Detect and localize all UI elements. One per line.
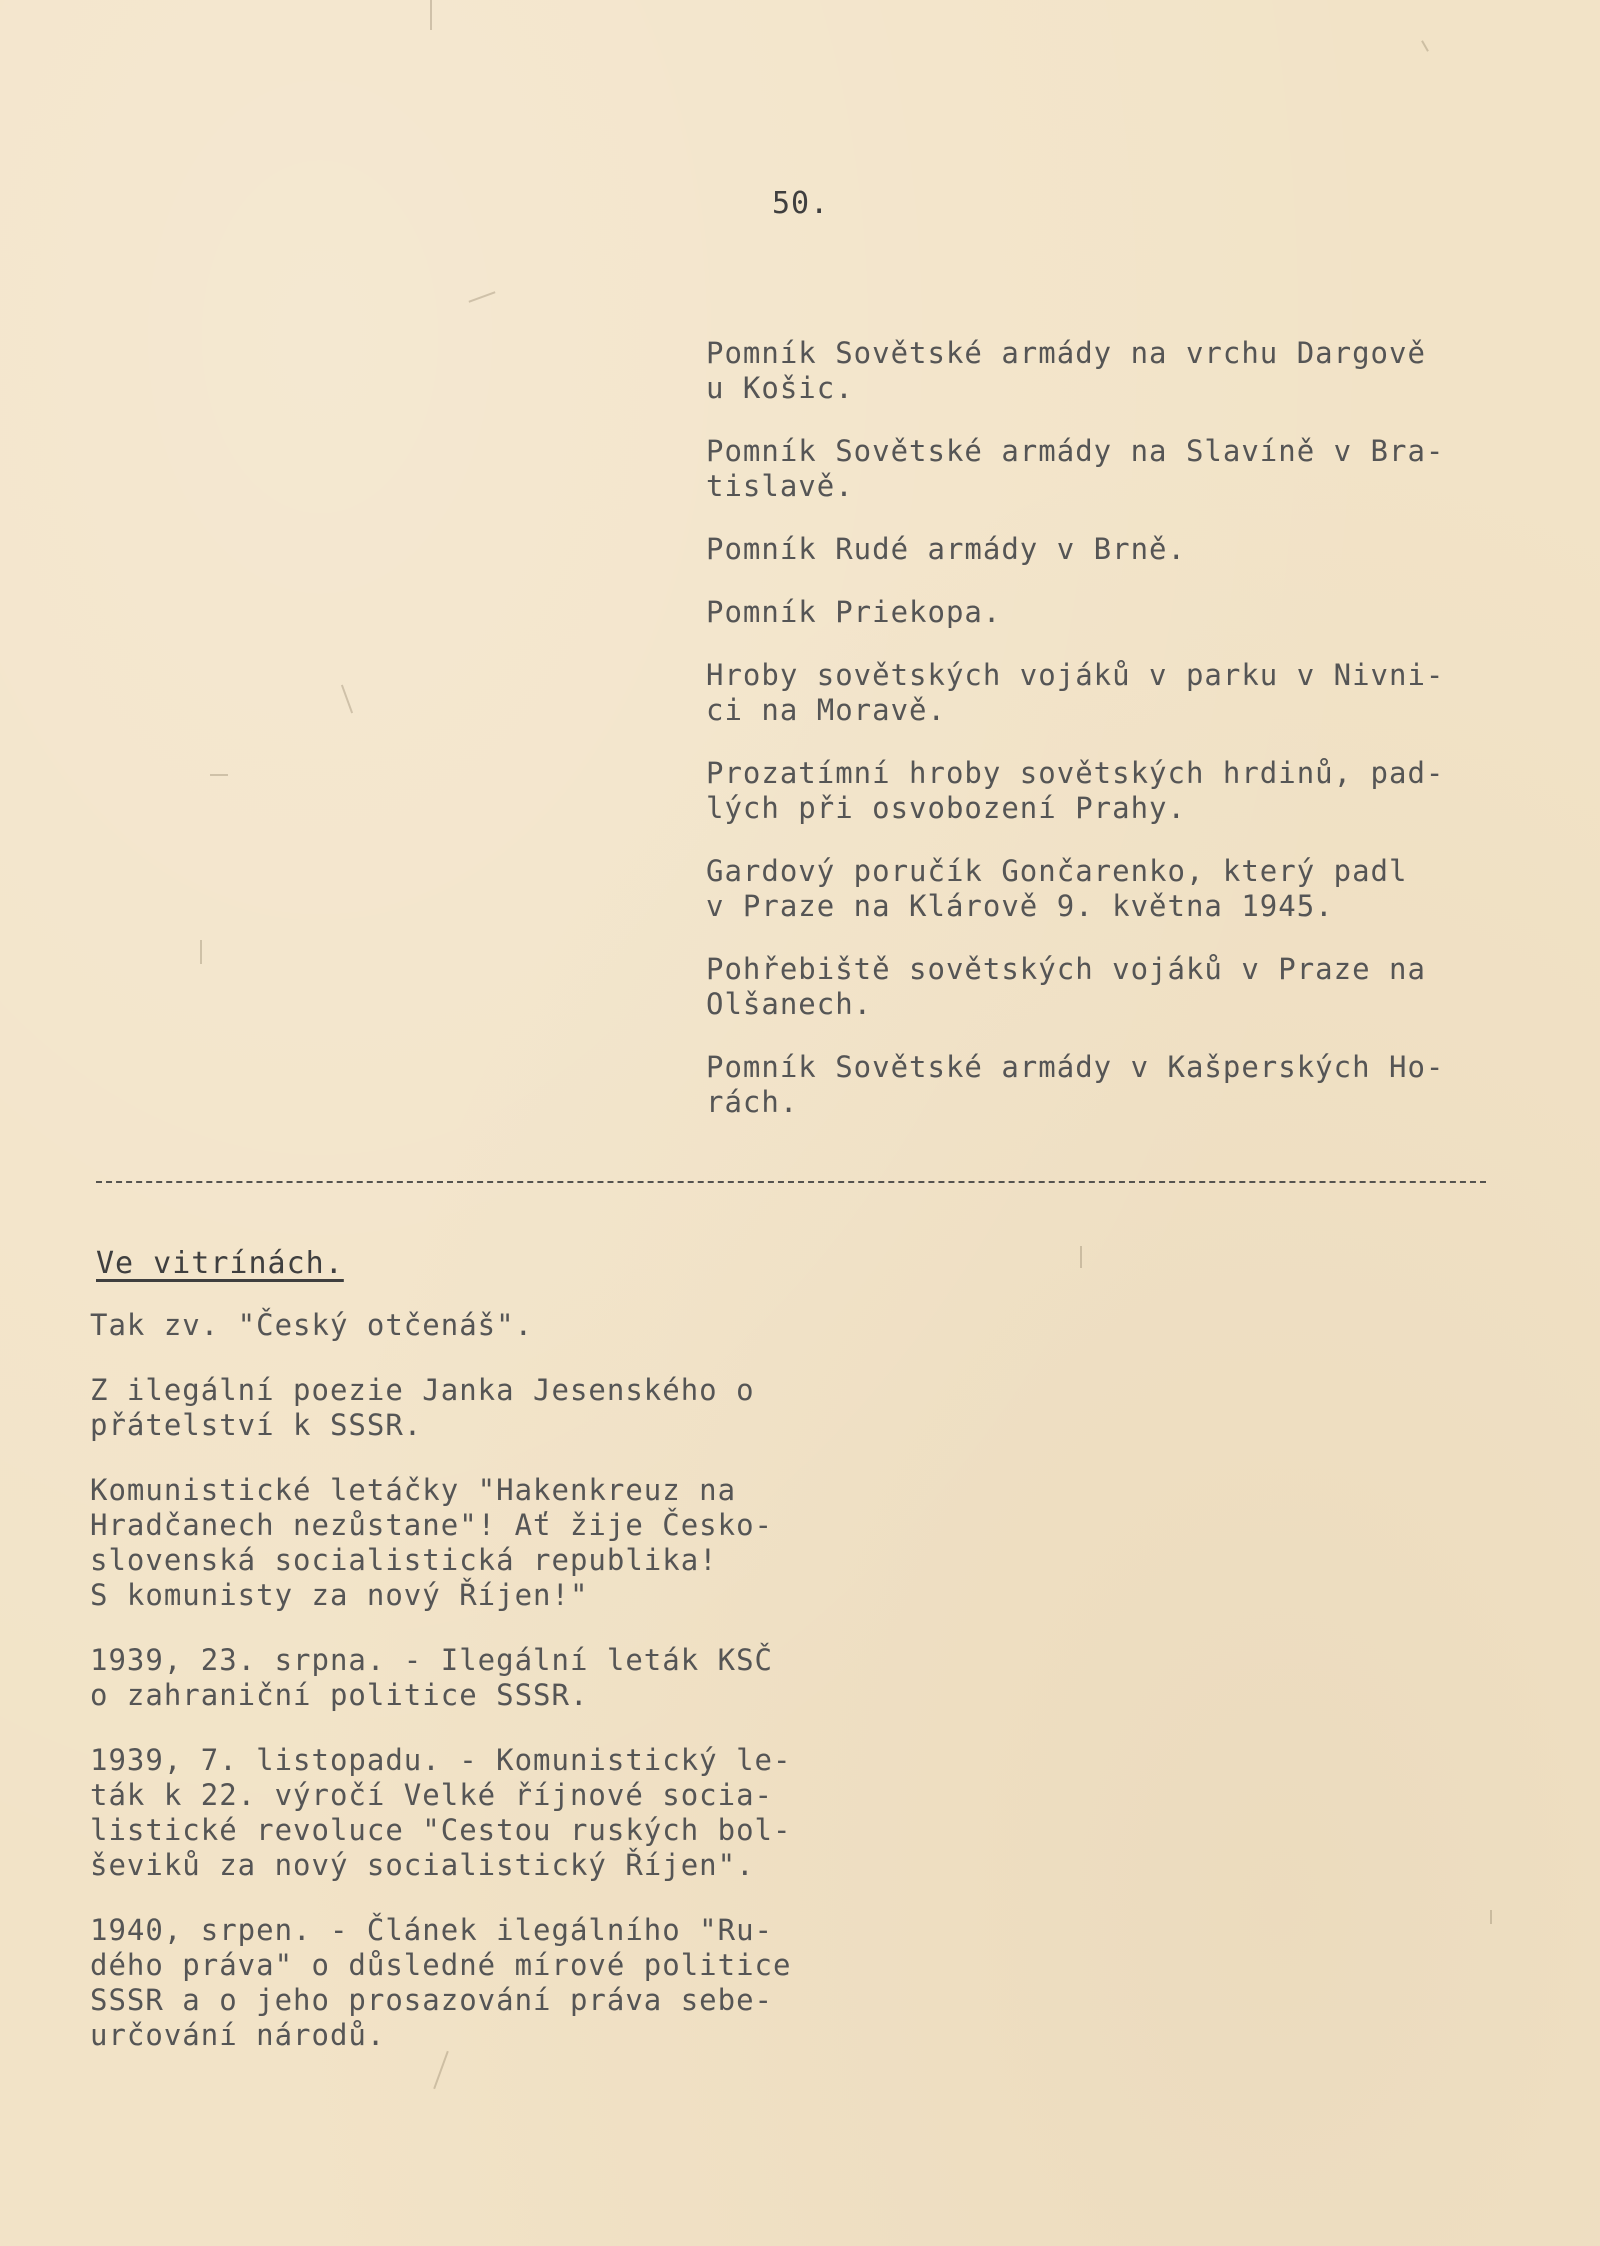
list-item: Hroby sovětských vojáků v parku v Nivni- ci na Moravě. <box>706 658 1445 727</box>
list-item: Pomník Sovětské armády na vrchu Dargově u Košic. <box>706 336 1426 405</box>
paper-speck <box>210 774 228 776</box>
list-item: Pomník Rudé armády v Brně. <box>706 532 1186 566</box>
memorial-list <box>706 336 1526 1148</box>
paper-speck <box>1421 40 1429 51</box>
list-item: Z ilegální poezie Janka Jesenského o přátelství k SSSR. <box>90 1373 755 1442</box>
list-item: Pomník Sovětské armády v Kašperských Ho- rách. <box>706 1050 1445 1119</box>
list-item: Tak zv. "Český otčenáš". <box>90 1308 534 1342</box>
section-heading: Ve vitrínách. <box>96 1246 344 1281</box>
showcase-list <box>90 1308 910 2083</box>
page-number: 50. <box>772 186 830 221</box>
list-item: 1940, srpen. - Článek ilegálního "Ru- dého práva" o důsledné mírové politice SSSR a o jeho prosazování práva sebe- určování národů. <box>90 1913 792 2052</box>
list-item: Pomník Priekopa. <box>706 595 1002 629</box>
paper-speck <box>1490 1910 1492 1924</box>
list-item: 1939, 23. srpna. - Ilegální leták KSČ o zahraniční politice SSSR. <box>90 1643 774 1712</box>
list-item: Gardový poručík Gončarenko, který padl v Praze na Klárově 9. května 1945. <box>706 854 1408 923</box>
paper-speck <box>430 0 432 30</box>
paper-speck <box>1080 1246 1082 1268</box>
list-item: 1939, 7. listopadu. - Komunistický le- ták k 22. výročí Velké říjnové socia- listické revoluce "Cestou ruských bol- ševiků za nový socialistický Říjen". <box>90 1743 792 1882</box>
list-item: Prozatímní hroby sovětských hrdinů, pad- lých při osvobození Prahy. <box>706 756 1445 825</box>
paper-speck <box>469 291 496 302</box>
paper-speck <box>200 940 202 964</box>
paper-speck <box>341 685 353 714</box>
list-item: Pomník Sovětské armády na Slavíně v Bra- tislavě. <box>706 434 1445 503</box>
list-item: Pohřebiště sovětských vojáků v Praze na Olšanech. <box>706 952 1426 1021</box>
list-item: Komunistické letáčky "Hakenkreuz na Hradčanech nezůstane"! Ať žije Česko- slovenská socialistická republika! S komunisty za nový Říjen!" <box>90 1473 774 1612</box>
section-divider <box>96 1181 1486 1183</box>
